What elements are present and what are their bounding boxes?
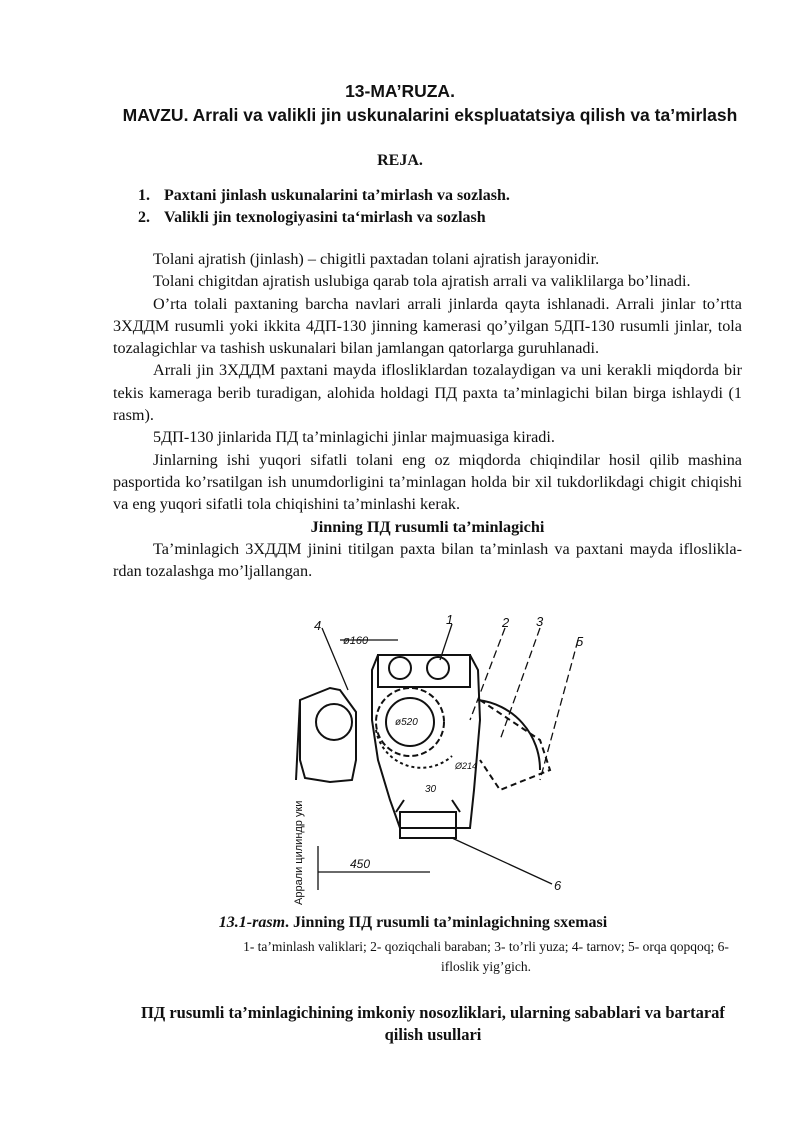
dimension-label: 450: [350, 857, 371, 871]
plan-item-number: 1.: [138, 187, 150, 204]
section-title: Jinning ПД rusumli ta’minlagichi: [310, 517, 545, 536]
paragraph: Ta’minlagich 3ХДДМ jinini titilgan paxta bilan ta’minlash va paxtani mayda iflosliklardan tozalashga mo’ljallangan.: [113, 539, 742, 581]
plan-item-text: Valikli jin texnologiyasini ta‘mirlash va sozlash: [164, 209, 486, 226]
feeder-schematic-figure: [270, 615, 590, 910]
paragraph: Tolani chigitdan ajratish uslubiga qarab tola ajratish arrali va valiklilarga bo’linadi.: [153, 272, 691, 291]
lecture-number: 13-MA’RUZA.: [345, 81, 455, 101]
plan-item-text: Paxtani jinlash uskunalarini ta’mirlash va sozlash.: [164, 187, 510, 204]
callout-label: 2: [502, 615, 510, 630]
plan-item: [138, 187, 510, 205]
paragraph: Tolani ajratish (jinlash) – chigitli paxtadan tolani ajratish jarayonidir.: [153, 250, 600, 268]
caption-title: . Jinning ПД rusumli ta’minlagichning sxemasi: [285, 914, 608, 931]
plan-title: REJA.: [377, 152, 423, 169]
paragraph: 5ДП-130 jinlarida ПД ta’minlagichi jinlar majmuasiga kiradi.: [153, 428, 555, 447]
paragraph: Arrali jin 3ХДДМ paxtani mayda iflosliklardan tozalaydigan va uni kerakli miqdorda bir tekis kameraga berib turadigan, alohida holdagi ПД paxta ta’minlagichi bilan birga ishlaydi (1 rasm).: [113, 361, 742, 425]
plan-item: [138, 209, 486, 227]
lecture-topic: MAVZU. Arrali va valikli jin uskunalarini ekspluatatsiya qilish va ta’mirlash: [122, 105, 738, 125]
vertical-axis-label: Аррали цилиндр уки: [293, 800, 305, 905]
figure-caption: [0, 914, 800, 932]
paragraph: O’rta tolali paxtaning barcha navlari arrali jinlarda qayta ishlanadi. Arrali jinlar to’rtta 3ХДДМ rusumli yoki ikkita 4ДП-130 jinning kamerasi qo’yilgan 5ДП-130 rusumli jinlar, tola tozalagichlar va tashish uskunalari bilan jamlangan qatorlarga guruhlanadi.: [113, 294, 742, 358]
callout-label: 1: [446, 615, 454, 627]
callout-label: 4: [314, 618, 322, 633]
section-heading: ПД rusumli ta’minlagichining imkoniy nosozliklari, ularning sabablari va bartaraf qilish usullari: [141, 1003, 725, 1044]
callout-label: 5: [576, 634, 584, 649]
dimension-label: 30: [425, 784, 437, 795]
caption-label: 13.1-rasm: [218, 914, 286, 931]
dimension-label: ø160: [343, 635, 369, 647]
body-text: [113, 248, 742, 582]
paragraph: Jinlarning ishi yuqori sifatli tolani eng oz miqdorda chiqindilar hosil qilib mashina pasportida ko’rsatilgan ish unumdorligini ta’minlagan holda bir xil tukdorlikdagi chigit chiqishi va eng yuqori sifatli tola chiqishini ta’minlashi kerak.: [113, 450, 742, 514]
dimension-label: Ø214: [455, 761, 478, 771]
callout-label: 6: [554, 878, 562, 893]
figure-legend: 1- ta’minlash valiklari; 2- qoziqchali baraban; 3- to’rli yuza; 4- tarnov; 5- orqa qopqoq; 6- ifloslik yig’gich.: [243, 939, 729, 974]
callout-label: 3: [536, 615, 544, 629]
dimension-label: ø520: [395, 717, 418, 728]
plan-item-number: 2.: [138, 209, 150, 226]
